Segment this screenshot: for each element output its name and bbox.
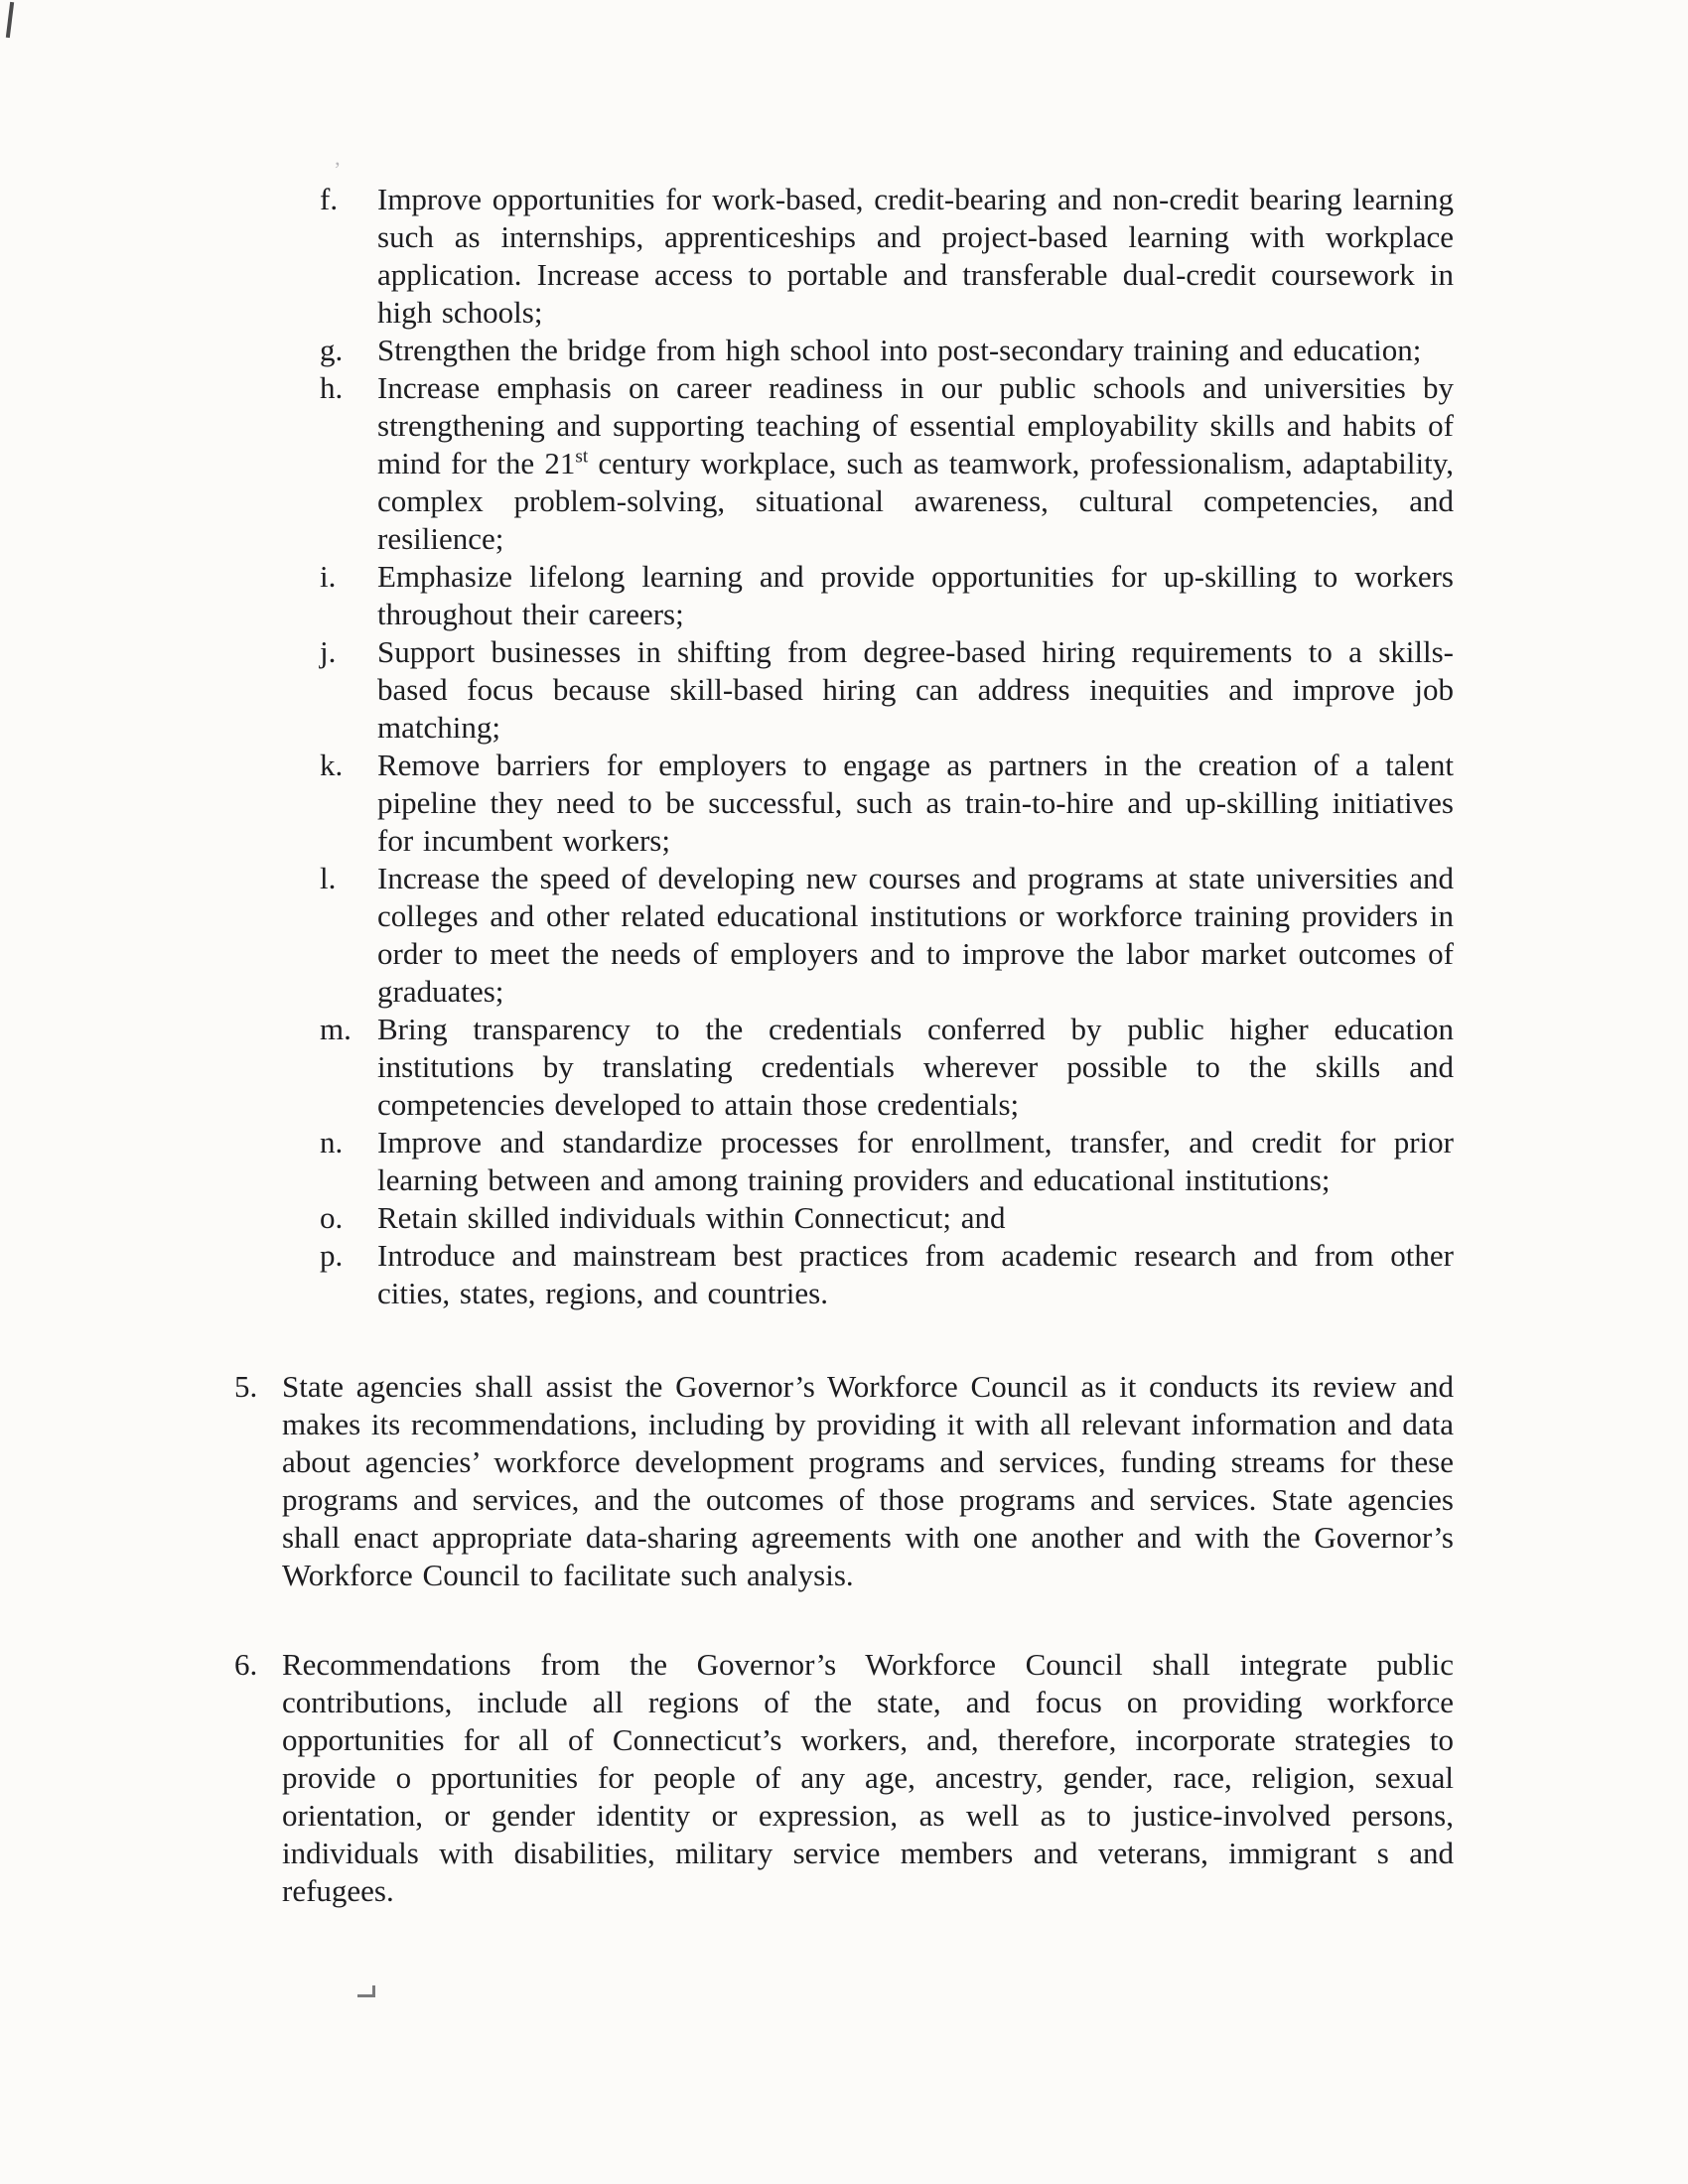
list-item-j (320, 633, 1454, 747)
list-item-n (320, 1124, 1454, 1199)
item-label: n. (320, 1125, 344, 1160)
item-label: j. (320, 634, 337, 669)
list-item-p (320, 1237, 1454, 1312)
item-text: Bring transparency to the credentials conferred by public higher education institutions by translating credentials wherever possible to the skills and competencies developed to attain those credentials; (377, 1012, 1454, 1122)
list-item-f (320, 181, 1454, 332)
item-text: Recommendations from the Governor’s Workforce Council shall integrate public contributions, include all regions of the state, and focus on providing workforce opportunities for all of Connecticut’s workers, and, therefore, incorporate strategies to provide o pportunities for people of any age, ancestry, gender, race, religion, sexual orientation, or gender identity or expression, as well as to justice-involved persons, individuals with disabilities, military service members and veterans, immigrant s and refugees. (282, 1647, 1454, 1908)
item-label: g. (320, 333, 344, 367)
list-item-k (320, 747, 1454, 860)
item-text: Strengthen the bridge from high school into post-secondary training and education; (377, 333, 1422, 367)
list-item-l (320, 860, 1454, 1011)
item-label: l. (320, 861, 337, 895)
item-text: Emphasize lifelong learning and provide opportunities for up-skilling to workers throughout their careers; (377, 559, 1454, 631)
item-label: m. (320, 1012, 352, 1046)
item-text: Support businesses in shifting from degree-based hiring requirements to a skills-based focus because skill-based hiring can address inequities and improve job matching; (377, 634, 1454, 745)
item-label: p. (320, 1238, 344, 1273)
item-text: Improve and standardize processes for enrollment, transfer, and credit for prior learning between and among training providers and educational institutions; (377, 1125, 1454, 1197)
list-item-g (320, 332, 1454, 369)
item-label: f. (320, 182, 339, 216)
item-text (377, 369, 1454, 558)
item-label: o. (320, 1200, 344, 1235)
list-item-m (320, 1011, 1454, 1124)
list-item-i (320, 558, 1454, 633)
document-body (234, 181, 1454, 1910)
lettered-list (320, 181, 1454, 1312)
item-text: Improve opportunities for work-based, credit-bearing and non-credit bearing learning such as internships, apprenticeships and project-based learning with workplace application. Increase access to portable and transferable dual-credit coursework in high schools; (377, 182, 1454, 330)
numbered-item-5 (234, 1368, 1454, 1594)
item-text: Retain skilled individuals within Connecticut; and (377, 1200, 1006, 1235)
item-label: k. (320, 748, 344, 782)
scan-artifact-tick: ’ (334, 157, 342, 182)
scan-artifact-mark (6, 2, 14, 38)
list-item-h (320, 369, 1454, 558)
scan-artifact-bracket (357, 1985, 375, 1997)
item-label: 6. (234, 1647, 258, 1682)
item-label: i. (320, 559, 337, 594)
item-label: 5. (234, 1369, 258, 1404)
list-item-o (320, 1199, 1454, 1237)
item-text: State agencies shall assist the Governor’s Workforce Council as it conducts its review and makes its recommendations, including by providing it with all relevant information and data about agencies’ workforce development programs and services, funding streams for these programs and services, and the outcomes of those programs and services. State agencies shall enact appropriate data-sharing agreements with one another and with the Governor’s Workforce Council to facilitate such analysis. (282, 1369, 1454, 1592)
item-text-segment: Increase emphasis on career readiness in our public schools and universities by strengthening and supporting teaching of essential employability skills and habits of mind for the 21 (377, 370, 1454, 480)
item-text-segment: century workplace, such as teamwork, professionalism, adaptability, complex problem-solving, situational awareness, cultural competencies, and resilience; (377, 446, 1454, 556)
item-text: Introduce and mainstream best practices from academic research and from other cities, states, regions, and countries. (377, 1238, 1454, 1310)
item-text: Increase the speed of developing new courses and programs at state universities and colleges and other related educational institutions or workforce training providers in order to meet the needs of employers and to improve the labor market outcomes of graduates; (377, 861, 1454, 1009)
ordinal-superscript: st (575, 446, 589, 468)
item-text: Remove barriers for employers to engage as partners in the creation of a talent pipeline they need to be successful, such as train-to-hire and up-skilling initiatives for incumbent workers; (377, 748, 1454, 858)
numbered-item-6 (234, 1646, 1454, 1910)
item-label: h. (320, 370, 344, 405)
